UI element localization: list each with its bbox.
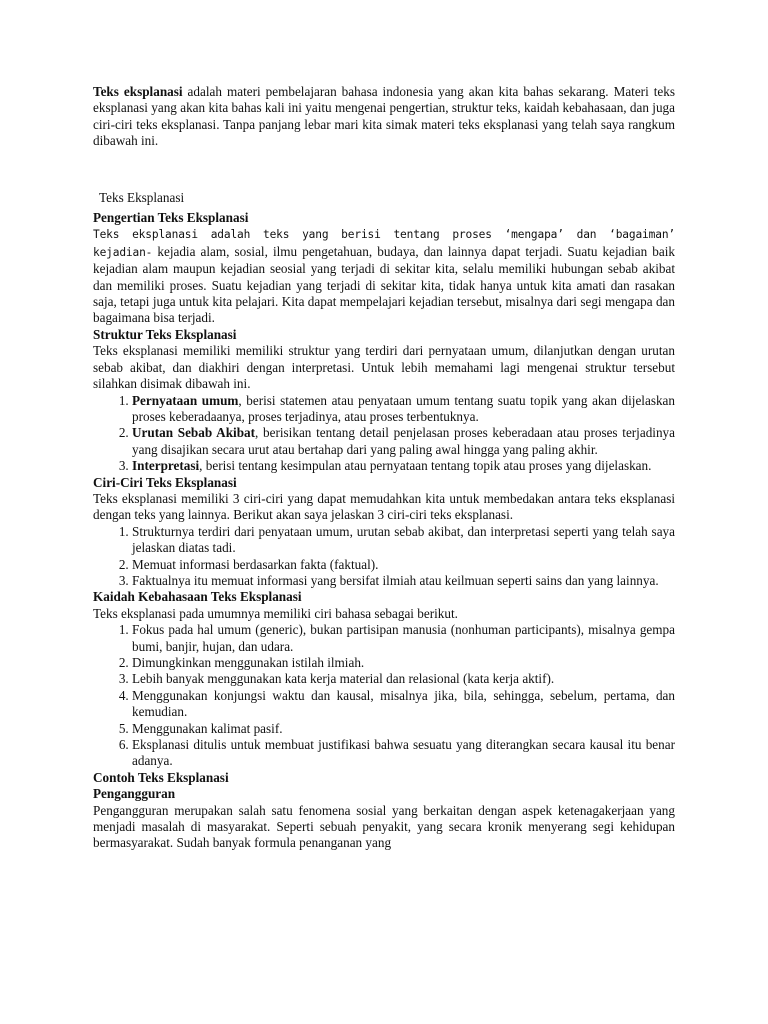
- ciri-paragraph: Teks eksplanasi memiliki 3 ciri-ciri yang dapat memudahkan kita untuk membedakan antara teks eksplanasi dengan teks yang lainnya. Berikut akan saya jelaskan 3 ciri-ciri teks eksplanasi.: [93, 490, 675, 523]
- struktur-heading: Struktur Teks Eksplanasi: [93, 326, 237, 342]
- pengertian-rest: kejadia alam, sosial, ilmu pengetahuan, budaya, dan lainnya dapat terjadi. Suatu kejadian baik kejadian alam maupun kejadian seosial yang terjadi di sekitar kita, selalu memiliki hubungan sebab akibat dan memiliki proses. Suatu kejadian yang terjadi di sekitar kita, tidak hanya untuk kita amati dan rasakan saja, tetapi juga untuk kita pelajari. Kita dapat mempelajari kejadian tersebut, misalnya dari segi mengapa dan bagaimana bisa terjadi.: [93, 243, 676, 326]
- list-item: 5. Menggunakan kalimat pasif.: [132, 721, 675, 737]
- list-item: 2. Memuat informasi berdasarkan fakta (faktual).: [132, 557, 675, 573]
- list-item: 3. Faktualnya itu memuat informasi yang bersifat ilmiah atau keilmuan seperti sains dan yang lainnya.: [132, 573, 675, 589]
- struktur-item-text: , berisi statemen atau penyataan umum tentang suatu topik yang akan dijelaskan proses keberadaanya, proses terjadinya, atau proses terbentuknya.: [132, 392, 675, 424]
- document-body: [93, 84, 675, 852]
- list-item: [132, 458, 675, 474]
- pengertian-first-line: Teks eksplanasi adalah teks yang berisi tentang proses ‘mengapa’ dan ‘bagaiman’ kejadian-: [93, 228, 675, 259]
- struktur-item-term: Interpretasi: [132, 458, 200, 474]
- contoh-heading: Contoh Teks Eksplanasi: [93, 769, 229, 785]
- intro-text: adalah materi pembelajaran bahasa indonesia yang akan kita bahas sekarang. Materi teks eksplanasi yang akan kita bahas kali ini yaitu mengenai pengertian, struktur teks, kaidah kebahasaan, dan juga ciri-ciri teks eksplanasi. Tanpa panjang lebar mari kita simak materi teks eksplanasi yang telah saya rangkum dibawah ini.: [93, 84, 675, 149]
- intro-paragraph: [93, 84, 675, 150]
- list-item: [132, 393, 675, 426]
- kaidah-paragraph: Teks eksplanasi pada umumnya memiliki ciri bahasa sebagai berikut.: [93, 605, 458, 621]
- struktur-item-term: Pernyataan umum: [132, 392, 239, 408]
- struktur-paragraph: Teks eksplanasi memiliki memiliki struktur yang terdiri dari pernyataan umum, dilanjutkan dengan urutan sebab akibat, dan diakhiri dengan interpretasi. Untuk lebih memahami lagi mengenai struktur tersebut silahkan disimak dibawah ini.: [93, 343, 675, 392]
- list-item: 4. Menggunakan konjungsi waktu dan kausal, misalnya jika, bila, sehingga, sebelum, pertama, dan kemudian.: [132, 688, 675, 721]
- contoh-paragraph: Pengangguran merupakan salah satu fenomena sosial yang berkaitan dengan aspek ketenagakerjaan yang menjadi masalah di masyarakat. Seperti sebuah penyakit, yang secara kronik menyerang segi kehidupan bermasyarakat. Sudah banyak formula penanganan yang: [93, 802, 675, 851]
- pengertian-heading: Pengertian Teks Eksplanasi: [93, 210, 249, 226]
- struktur-item-term: Urutan Sebab Akibat: [132, 425, 256, 441]
- ciri-list: [93, 524, 675, 590]
- contoh-subheading: Pengangguran: [93, 786, 176, 802]
- struktur-item-text: , berisikan tentang detail penjelasan proses keberadaan atau proses terjadinya yang disajikan secara urut atau bertahap dari yang paling awal hingga yang paling akhir.: [132, 425, 675, 457]
- list-item: 3. Lebih banyak menggunakan kata kerja material dan relasional (kata kerja aktif).: [132, 671, 675, 687]
- pengertian-paragraph: [93, 226, 675, 326]
- ciri-heading: Ciri-Ciri Teks Eksplanasi: [93, 474, 237, 490]
- intro-term: Teks eksplanasi: [93, 84, 183, 99]
- struktur-list: [93, 393, 675, 475]
- list-item: 1. Fokus pada hal umum (generic), bukan partisipan manusia (nonhuman participants), misalnya gempa bumi, banjir, hujan, dan udara.: [132, 622, 675, 655]
- list-item: 6. Eksplanasi ditulis untuk membuat justifikasi bahwa sesuatu yang diterangkan secara kausal itu benar adanya.: [132, 737, 675, 770]
- image-caption: Teks Eksplanasi: [99, 189, 185, 205]
- struktur-item-text: , berisi tentang kesimpulan atau pernyataan tentang topik atau proses yang dijelaskan.: [199, 458, 652, 474]
- list-item: 2. Dimungkinkan menggunakan istilah ilmiah.: [132, 655, 675, 671]
- kaidah-heading: Kaidah Kebahasaan Teks Eksplanasi: [93, 589, 302, 605]
- kaidah-list: [93, 622, 675, 770]
- list-item: 1. Strukturnya terdiri dari penyataan umum, urutan sebab akibat, dan interpretasi seperti yang telah saya jelaskan diatas tadi.: [132, 524, 675, 557]
- list-item: [132, 425, 675, 458]
